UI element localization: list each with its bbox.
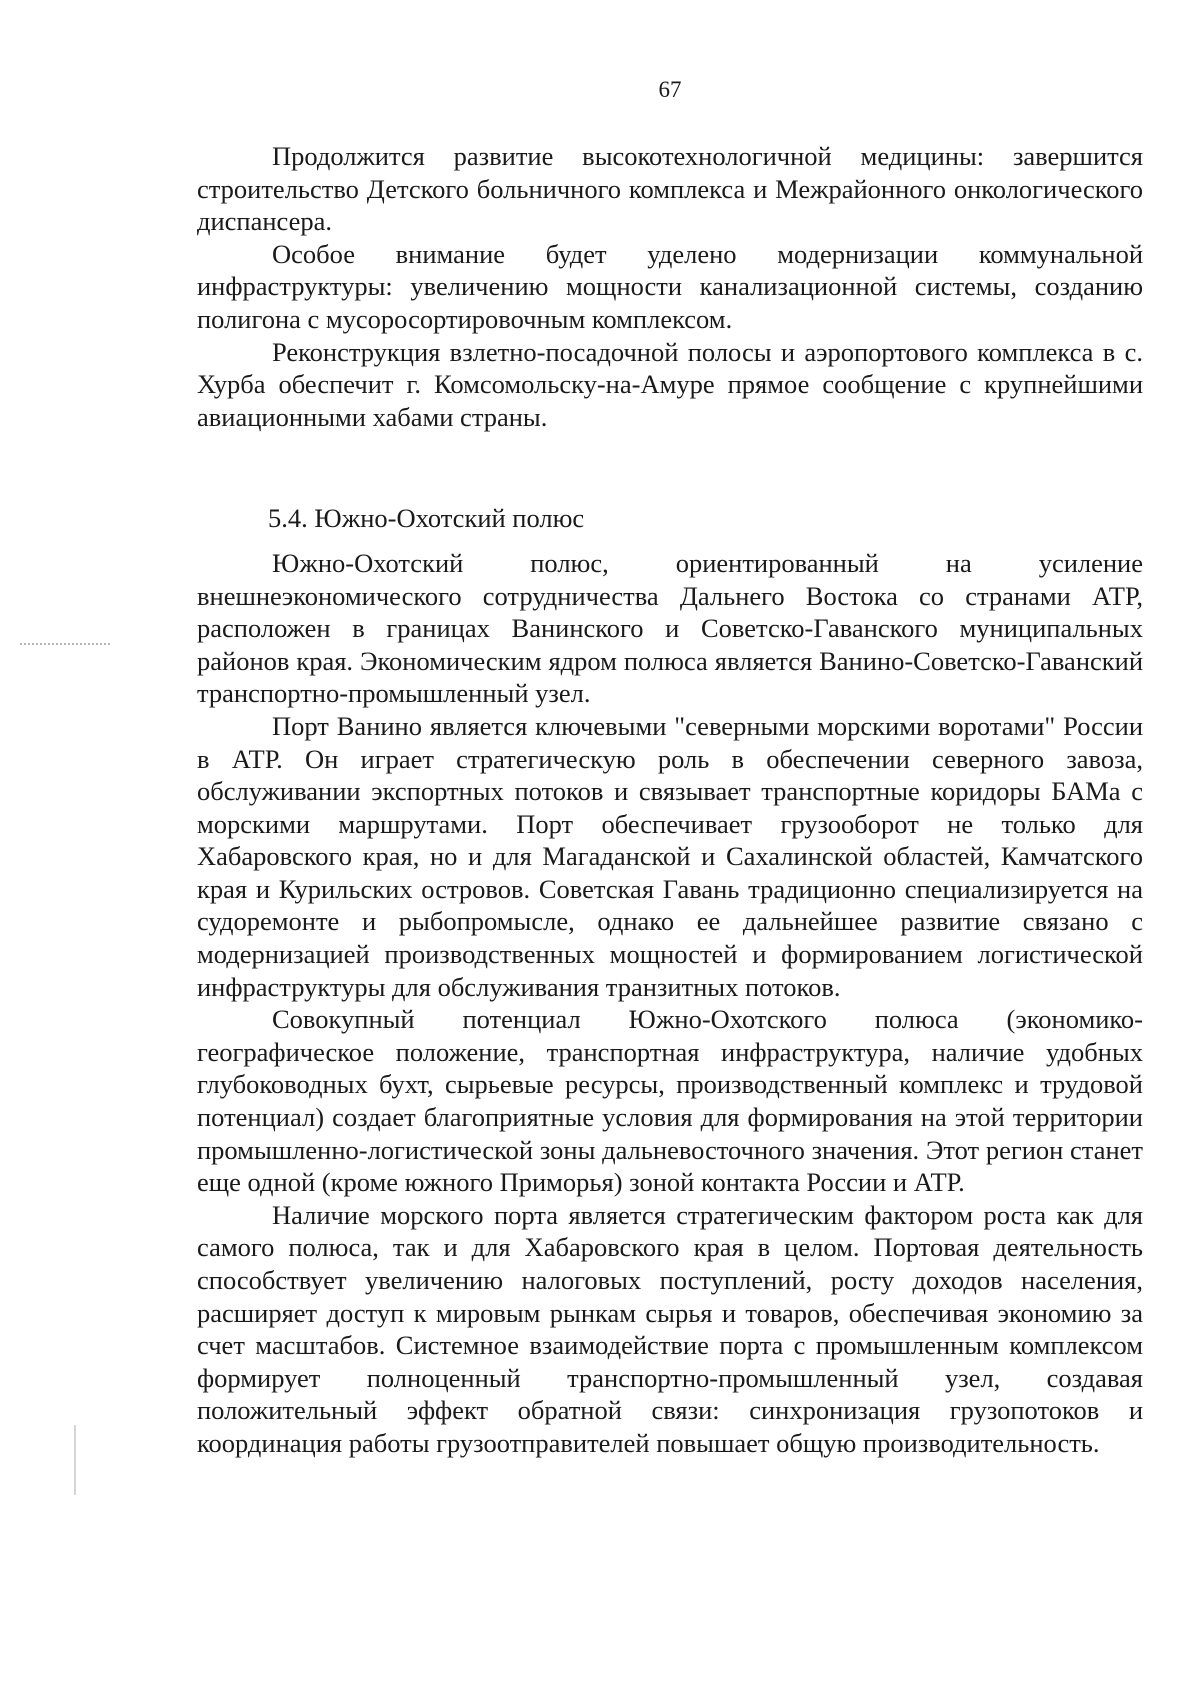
document-body [197,140,1143,1460]
paragraph-pole-overview: Южно-Охотский полюс, ориентированный на усиление внешнеэкономического сотрудничества Дальнего Востока со странами АТР, расположен в границах Ванинского и Советско-Гаванского муниципальных районов края. Экономическим ядром полюса является Ванино-Советско-Гаванский транспортно-промышленный узел. [197,547,1143,709]
scan-margin-mark [74,1425,76,1495]
page-number: 67 [658,77,682,102]
paragraph-airport: Реконструкция взлетно-посадочной полосы и аэропортового комплекса в с. Хурба обеспечит г. Комсомольску-на-Амуре прямое сообщение с крупнейшими авиационными хабами страны. [197,336,1143,432]
paragraph-medicine: Продолжится развитие высокотехнологичной медицины: завершится строительство Детского больничного комплекса и Межрайонного онкологического диспансера. [197,141,1143,237]
scan-margin-dots [20,643,110,649]
paragraph-vanino-port: Порт Ванино является ключевыми "северными морскими воротами" России в АТР. Он играет стратегическую роль в обеспечении северного завоза, обслуживании экспортных потоков и связывает транспортные коридоры БАМа с морскими маршрутами. Порт обеспечивает грузооборот не только для Хабаровского края, но и для Магаданской и Сахалинской областей, Камчатского края и Курильских островов. Советская Гавань традиционно специализируется на судоремонте и рыбопромысле, однако ее дальнейшее развитие связано с модернизацией производственных мощностей и формированием логистической инфраструктуры для обслуживания транзитных потоков. [197,710,1143,1002]
paragraph-utilities: Особое внимание будет уделено модернизации коммунальной инфраструктуры: увеличению мощности канализационной системы, созданию полигона с мусоросортировочным комплексом. [197,238,1143,334]
paragraph-seaport-factor: Наличие морского порта является стратегическим фактором роста как для самого полюса, так и для Хабаровского края в целом. Портовая деятельность способствует увеличению налоговых поступлений, росту доходов населения, расширяет доступ к мировым рынкам сырья и товаров, обеспечивая экономию за счет масштабов. Системное взаимодействие порта с промышленным комплексом формирует полноценный транспортно-промышленный узел, создавая положительный эффект обратной связи: синхронизация грузопотоков и координация работы грузоотправителей повышает общую производительность. [197,1199,1143,1458]
paragraph-potential: Совокупный потенциал Южно-Охотского полюса (экономико-географическое положение, транспортная инфраструктура, наличие удобных глубоководных бухт, сырьевые ресурсы, производственный комплекс и трудовой потенциал) создает благоприятные условия для формирования на этой территории промышленно-логистической зоны дальневосточного значения. Этот регион станет еще одной (кроме южного Приморья) зоной контакта России и АТР. [197,1004,1143,1198]
section-heading: 5.4. Южно-Охотский полюс [268,503,585,534]
